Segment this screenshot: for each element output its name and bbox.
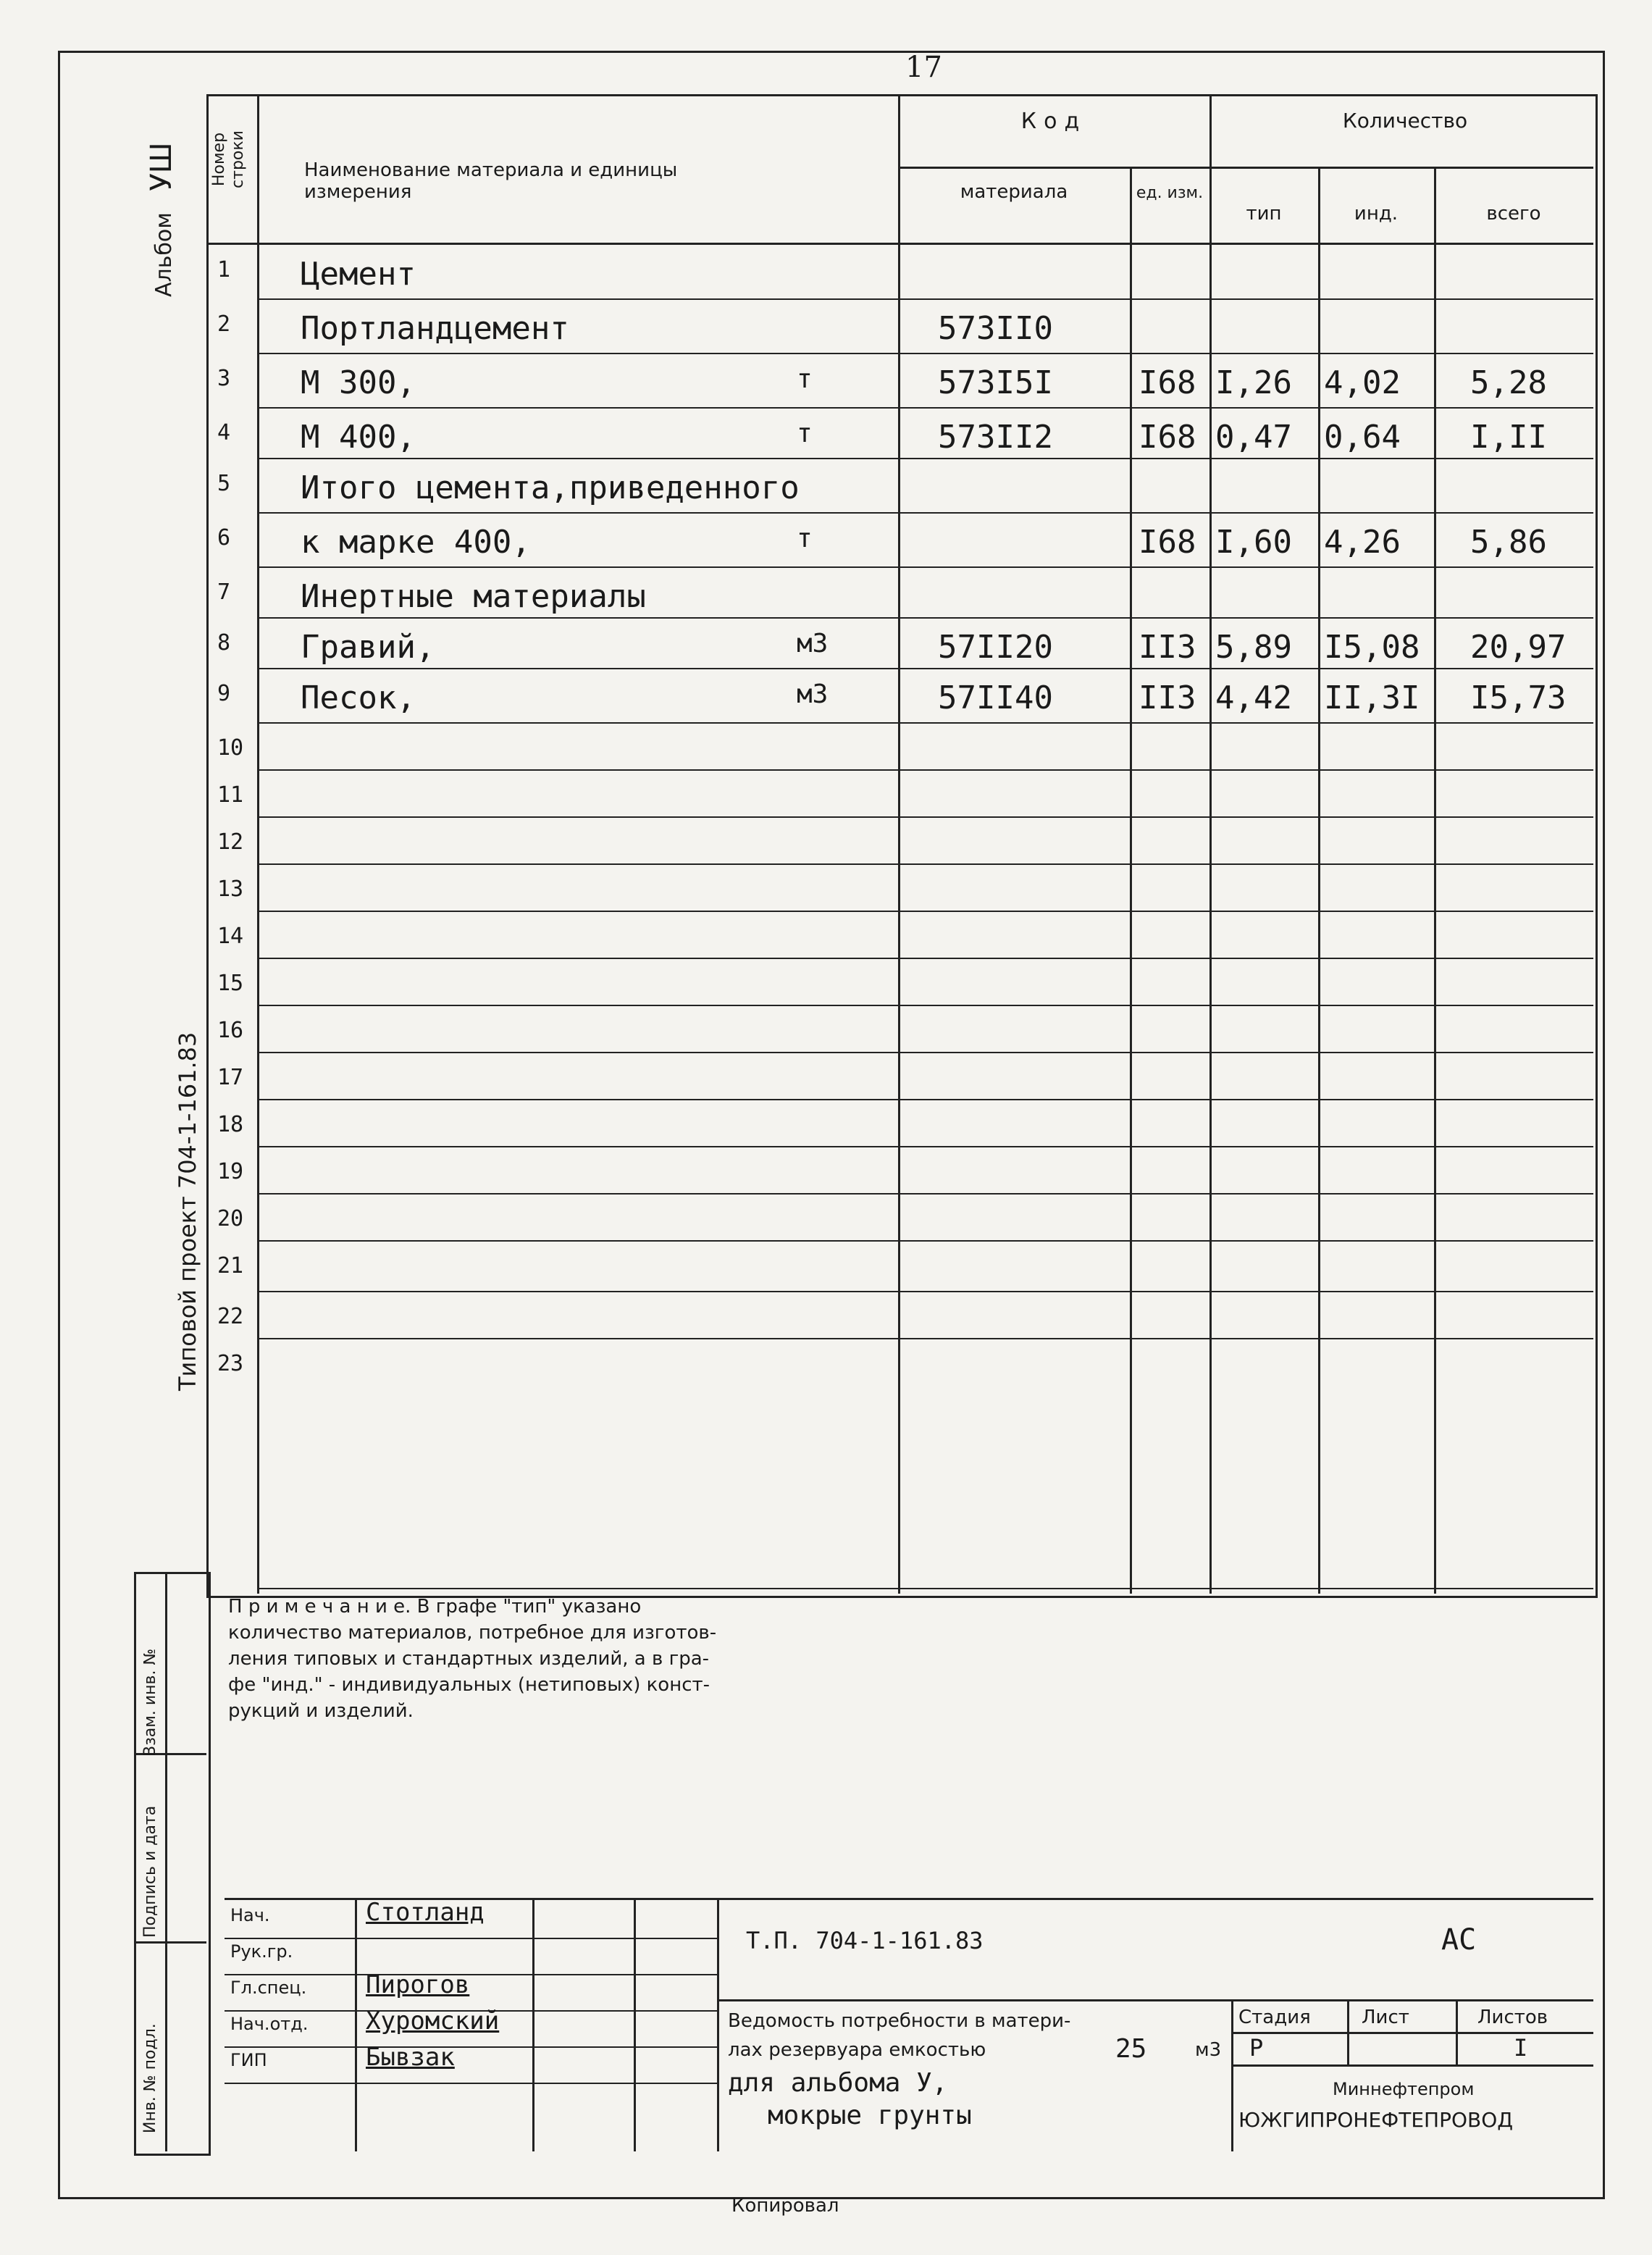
row-rule — [257, 816, 1593, 818]
row-number: 11 — [217, 782, 244, 808]
sheets-value: I — [1514, 2034, 1528, 2062]
row-material-code: 573II2 — [938, 419, 1053, 456]
row-rule — [257, 353, 1593, 354]
row-rule — [257, 1240, 1593, 1242]
row-rule — [257, 958, 1593, 959]
header-name: Наименование материала и единицы измерения — [304, 159, 678, 203]
row-qty-total: 5,86 — [1470, 524, 1547, 561]
row-rule — [257, 1193, 1593, 1195]
header-ind: инд. — [1354, 203, 1399, 225]
desc-line-4: мокрые грунты — [768, 2101, 972, 2130]
row-unit: м3 — [797, 679, 829, 709]
header-typ: тип — [1246, 203, 1282, 225]
album-text: Альбом — [151, 212, 177, 297]
row-material-name: Гравий, — [301, 629, 435, 666]
row-unit-code: I68 — [1139, 419, 1196, 456]
signature-name: Стотланд — [366, 1898, 485, 1927]
side-sign: Подпись и дата — [141, 1805, 159, 1938]
row-qty-typ: I,60 — [1215, 524, 1292, 561]
row-material-name: Итого цемента,приведенного — [301, 469, 800, 506]
project-label: Типовой проект 704-1-161.83 — [174, 1032, 201, 1391]
row-rule — [257, 1588, 1593, 1589]
row-unit: т — [797, 364, 813, 394]
note-line-5: рукций и изделий. — [228, 1700, 414, 1722]
row-rule — [257, 1291, 1593, 1292]
row-rule — [257, 458, 1593, 459]
row-qty-ind: 4,02 — [1324, 364, 1401, 401]
footer-copied: Копировал — [731, 2195, 839, 2217]
signature-role: Нач. — [230, 1905, 270, 1925]
row-number: 8 — [217, 630, 231, 656]
row-number: 16 — [217, 1018, 244, 1043]
signature-name: Хуромский — [366, 2007, 500, 2036]
row-material-name: Инертные материалы — [301, 578, 646, 615]
row-material-name: М 400, — [301, 419, 416, 456]
row-number: 18 — [217, 1112, 244, 1137]
header-unit-code: ед. изм. — [1136, 184, 1204, 202]
signature-name: Пирогов — [366, 1970, 470, 1999]
row-number: 10 — [217, 735, 244, 761]
doc-code: Т.П. 704-1-161.83 — [746, 1927, 984, 1954]
row-rule — [257, 566, 1593, 568]
stage-header: Стадия — [1238, 2007, 1311, 2028]
desc-line-3: для альбома У, — [728, 2068, 948, 2098]
desc-line-2: лах резервуара емкостью — [728, 2039, 986, 2061]
row-material-name: Портландцемент — [301, 310, 569, 347]
row-unit: м3 — [797, 629, 829, 658]
row-number: 15 — [217, 971, 244, 996]
header-row-number: Номер строки — [210, 130, 247, 188]
note — [228, 1594, 716, 1724]
row-rule — [257, 407, 1593, 409]
signature-name: Бывзак — [366, 2043, 455, 2072]
row-unit-code: I68 — [1139, 364, 1196, 401]
signature-role: ГИП — [230, 2050, 267, 2070]
row-number: 7 — [217, 580, 231, 605]
header-total: всего — [1486, 203, 1541, 225]
row-number: 13 — [217, 877, 244, 902]
row-qty-ind: 0,64 — [1324, 419, 1401, 456]
row-qty-typ: 5,89 — [1215, 629, 1292, 666]
row-material-name: Цемент — [301, 256, 416, 293]
org-institute: ЮЖГИПРОНЕФТЕПРОВОД — [1238, 2108, 1514, 2132]
row-unit: т — [797, 419, 813, 448]
row-number: 9 — [217, 681, 231, 706]
doc-mark: АС — [1441, 1923, 1477, 1957]
header-quantity: Количество — [1342, 109, 1468, 133]
row-material-name: к марке 400, — [301, 524, 531, 561]
header-code: Код — [1020, 109, 1087, 134]
row-rule — [257, 769, 1593, 771]
row-rule — [257, 512, 1593, 514]
row-rule — [257, 298, 1593, 300]
signature-role: Нач.отд. — [230, 2014, 309, 2034]
row-qty-ind: 4,26 — [1324, 524, 1401, 561]
row-rule — [257, 1146, 1593, 1147]
sheet-header: Лист — [1362, 2007, 1409, 2028]
row-material-code: 573I5I — [938, 364, 1053, 401]
row-rule — [257, 617, 1593, 619]
note-line-1: П р и м е ч а н и е. В графе "тип" указано — [228, 1596, 642, 1618]
page-number: 17 — [905, 51, 942, 84]
desc-volume-unit: м3 — [1195, 2039, 1222, 2061]
note-line-3: ления типовых и стандартных изделий, а в гра- — [228, 1648, 710, 1670]
album-number: УШ — [145, 142, 178, 191]
desc-volume: 25 — [1115, 2034, 1147, 2064]
row-rule — [257, 863, 1593, 865]
signature-role: Рук.гр. — [230, 1941, 293, 1962]
row-number: 1 — [217, 257, 231, 283]
side-inv: Инв. № подл. — [141, 2023, 159, 2133]
row-number: 2 — [217, 311, 231, 337]
row-qty-ind: I5,08 — [1324, 629, 1420, 666]
signature-role: Гл.спец. — [230, 1978, 307, 1998]
desc-line-1: Ведомость потребности в матери- — [728, 2010, 1071, 2032]
row-material-name: М 300, — [301, 364, 416, 401]
row-rule — [257, 1005, 1593, 1006]
row-qty-typ: 4,42 — [1215, 679, 1292, 716]
row-rule — [257, 1052, 1593, 1053]
row-unit-code: II3 — [1139, 679, 1196, 716]
row-number: 22 — [217, 1304, 244, 1329]
row-number: 4 — [217, 420, 231, 445]
row-number: 20 — [217, 1206, 244, 1231]
row-qty-total: I,II — [1470, 419, 1547, 456]
row-number: 21 — [217, 1253, 244, 1279]
row-rule — [257, 1099, 1593, 1100]
row-number: 6 — [217, 525, 231, 551]
row-unit-code: I68 — [1139, 524, 1196, 561]
row-rule — [257, 911, 1593, 912]
row-number: 3 — [217, 366, 231, 391]
side-vzam: Взам. инв. № — [141, 1648, 159, 1757]
row-number: 12 — [217, 829, 244, 855]
header-material-code: материала — [960, 181, 1068, 203]
row-number: 19 — [217, 1159, 244, 1184]
note-line-4: фе "инд." - индивидуальных (нетиповых) конст- — [228, 1674, 710, 1696]
sheets-header: Листов — [1477, 2007, 1548, 2028]
row-unit-code: II3 — [1139, 629, 1196, 666]
row-number: 14 — [217, 924, 244, 949]
row-unit: т — [797, 524, 813, 553]
row-qty-total: 5,28 — [1470, 364, 1547, 401]
row-number: 5 — [217, 471, 231, 496]
row-number: 23 — [217, 1351, 244, 1376]
note-line-2: количество материалов, потребное для изготов- — [228, 1622, 717, 1644]
row-rule — [257, 1338, 1593, 1339]
row-qty-typ: 0,47 — [1215, 419, 1292, 456]
row-material-code: 573II0 — [938, 310, 1053, 347]
row-material-code: 57II40 — [938, 679, 1053, 716]
row-rule — [257, 668, 1593, 669]
org-ministry: Миннефтепром — [1333, 2079, 1475, 2099]
row-number: 17 — [217, 1065, 244, 1090]
row-qty-total: I5,73 — [1470, 679, 1567, 716]
row-rule — [257, 722, 1593, 724]
row-qty-total: 20,97 — [1470, 629, 1567, 666]
stage-value: Р — [1249, 2034, 1264, 2062]
row-qty-typ: I,26 — [1215, 364, 1292, 401]
row-material-name: Песок, — [301, 679, 416, 716]
row-qty-ind: II,3I — [1324, 679, 1420, 716]
row-material-code: 57II20 — [938, 629, 1053, 666]
